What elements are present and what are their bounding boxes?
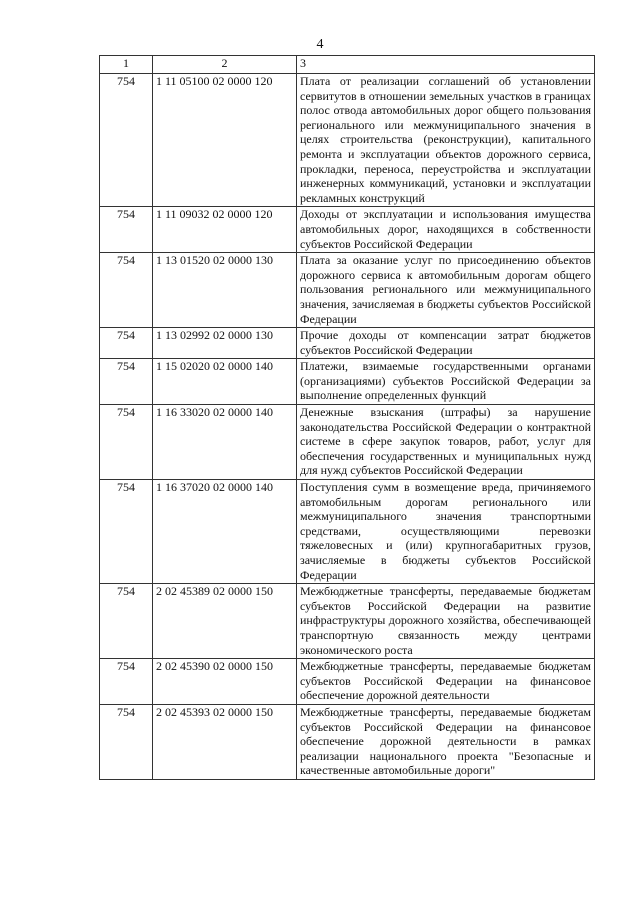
admin-code-cell: 754 (100, 207, 153, 253)
budget-code-cell: 1 16 33020 02 0000 140 (153, 405, 297, 480)
description-line: дороги" (454, 763, 496, 778)
description-line: за выполнение определенных функций (300, 373, 591, 403)
description-line: общего пользования регионального или (300, 103, 592, 132)
description-line: законодательства Российской Федерации о (300, 419, 523, 434)
admin-code-cell: 754 (100, 584, 153, 659)
description-line: установки и эксплуатации рекламных конструкций (300, 176, 591, 205)
column-header-1: 1 (100, 56, 153, 74)
budget-code-cell: 1 11 09032 02 0000 120 (153, 207, 297, 253)
income-description-cell (297, 405, 595, 480)
income-description-cell (297, 74, 595, 207)
description-line: межмуниципального значения в целях (300, 117, 591, 147)
description-line: строительства (реконструкции), капитального (340, 132, 592, 147)
description-line: границах полос отвода автомобильных дорог (300, 88, 591, 118)
description-line: бюджетам субъектов Российской Федерации на (300, 584, 591, 613)
description-line: Межбюджетные трансферты, передаваемые (300, 584, 532, 599)
budget-code-cell: 2 02 45389 02 0000 150 (153, 584, 297, 659)
description-line: Российской Федерации (404, 463, 523, 478)
description-line: финансовое обеспечение дорожной деятельности (300, 673, 591, 703)
description-line: Плата за оказание услуг по присоединению объектов (300, 253, 591, 268)
description-line: ремонта и эксплуатации объектов дорожного (300, 146, 543, 161)
admin-code-cell: 754 (100, 405, 153, 480)
description-line: сервиса, прокладки, переноса, переустройства и (300, 146, 591, 176)
table-row (100, 405, 595, 480)
description-line: Российской Федерации (300, 553, 591, 582)
description-line: работ, услуг для обеспечения государственных и (300, 434, 592, 463)
table-row (100, 207, 595, 253)
income-description-cell (297, 207, 595, 253)
table-row (100, 659, 595, 705)
admin-code-cell: 754 (100, 328, 153, 359)
description-line: бюджетам субъектов Российской Федерации на (300, 659, 591, 688)
budget-code-cell: 1 13 01520 02 0000 130 (153, 253, 297, 328)
admin-code-cell: 754 (100, 74, 153, 207)
description-line: бюджетам субъектов Российской Федерации на (300, 704, 591, 734)
page-number: 4 (316, 37, 324, 52)
admin-code-cell: 754 (100, 659, 153, 705)
income-description-cell (297, 253, 595, 328)
admin-code-cell: 754 (100, 480, 153, 584)
description-line: Платежи, взимаемые государственными органами (300, 359, 591, 374)
description-line: Прочие доходы от компенсации затрат бюджетов (300, 328, 591, 343)
description-line: межмуниципального значения, зачисляемая в (300, 282, 592, 311)
table-row (100, 328, 595, 359)
description-line: финансовое обеспечение дорожной деятельности в (300, 719, 591, 749)
description-line: перевозки тяжеловесных и (или) крупногабаритных (300, 523, 591, 553)
table-row (100, 480, 595, 584)
description-line: развитие инфраструктуры дорожного хозяйства, (300, 598, 591, 628)
description-line: Поступления сумм в возмещение вреда, (300, 480, 514, 495)
description-line: причиняемого автомобильным дорогам (300, 480, 591, 509)
description-line: субъектов Российской Федерации (300, 342, 473, 357)
description-line: центрами экономического роста (300, 627, 592, 657)
description-line: эксплуатации инженерных коммуникаций, (300, 161, 591, 191)
table-body (100, 74, 595, 780)
description-line: Плата от реализации соглашений об установлении (300, 74, 591, 88)
admin-code-cell: 754 (100, 253, 153, 328)
income-description-cell (297, 704, 595, 779)
budget-code-cell: 1 11 05100 02 0000 120 (153, 74, 297, 207)
table-header-row (100, 56, 595, 74)
budget-code-cell: 2 02 45393 02 0000 150 (153, 704, 297, 779)
column-header-2: 2 (153, 56, 297, 74)
description-line: сервитутов в отношении земельных участков в (300, 88, 541, 103)
description-line: Денежные взыскания (штрафы) за нарушение (300, 405, 591, 420)
admin-code-cell: 754 (100, 359, 153, 405)
description-line: бюджеты субъектов Российской Федерации (300, 296, 591, 326)
table-row (100, 584, 595, 659)
description-line: дорожного сервиса к автомобильным дорогам (300, 267, 548, 282)
column-header-3: 3 (297, 56, 595, 74)
income-description-cell (297, 359, 595, 405)
income-description-cell (297, 584, 595, 659)
description-line: регионального или межмуниципального значения (300, 494, 591, 524)
description-line: Доходы от эксплуатации и использования (300, 207, 529, 222)
description-line: собственности субъектов Российской Федерации (300, 221, 591, 251)
budget-code-cell: 1 13 02992 02 0000 130 (153, 328, 297, 359)
description-line: имущества автомобильных дорог, находящихся в (300, 207, 592, 236)
table-row (100, 359, 595, 405)
description-line: обеспечивающей транспортную связанность между (300, 613, 591, 642)
description-line: муниципальных нужд для нужд субъектов (300, 448, 591, 478)
income-description-cell (297, 328, 595, 359)
budget-code-cell: 1 16 37020 02 0000 140 (153, 480, 297, 584)
budget-code-cell: 1 15 02020 02 0000 140 (153, 359, 297, 405)
description-line: Межбюджетные трансферты, передаваемые (300, 659, 532, 674)
description-line: грузов, зачисляемые в бюджеты субъектов (300, 538, 591, 567)
income-description-cell (297, 659, 595, 705)
table-row (100, 704, 595, 779)
description-line: Межбюджетные трансферты, передаваемые (300, 704, 532, 719)
description-line: "Безопасные и качественные автомобильные (300, 748, 591, 778)
budget-code-cell: 2 02 45390 02 0000 150 (153, 659, 297, 705)
description-line: рамках реализации национального проекта (300, 734, 592, 763)
admin-code-cell: 754 (100, 704, 153, 779)
description-line: общего пользования регионального или (300, 267, 591, 297)
description-line: (организациями) субъектов Российской Федерации (300, 373, 574, 388)
income-description-cell (297, 480, 595, 584)
table-row (100, 74, 595, 207)
table-row (100, 253, 595, 328)
income-codes-table (99, 55, 595, 780)
description-line: контрактной системе в сфере закупок товаров, (300, 419, 592, 449)
description-line: транспортными средствами, осуществляющими (300, 509, 591, 538)
